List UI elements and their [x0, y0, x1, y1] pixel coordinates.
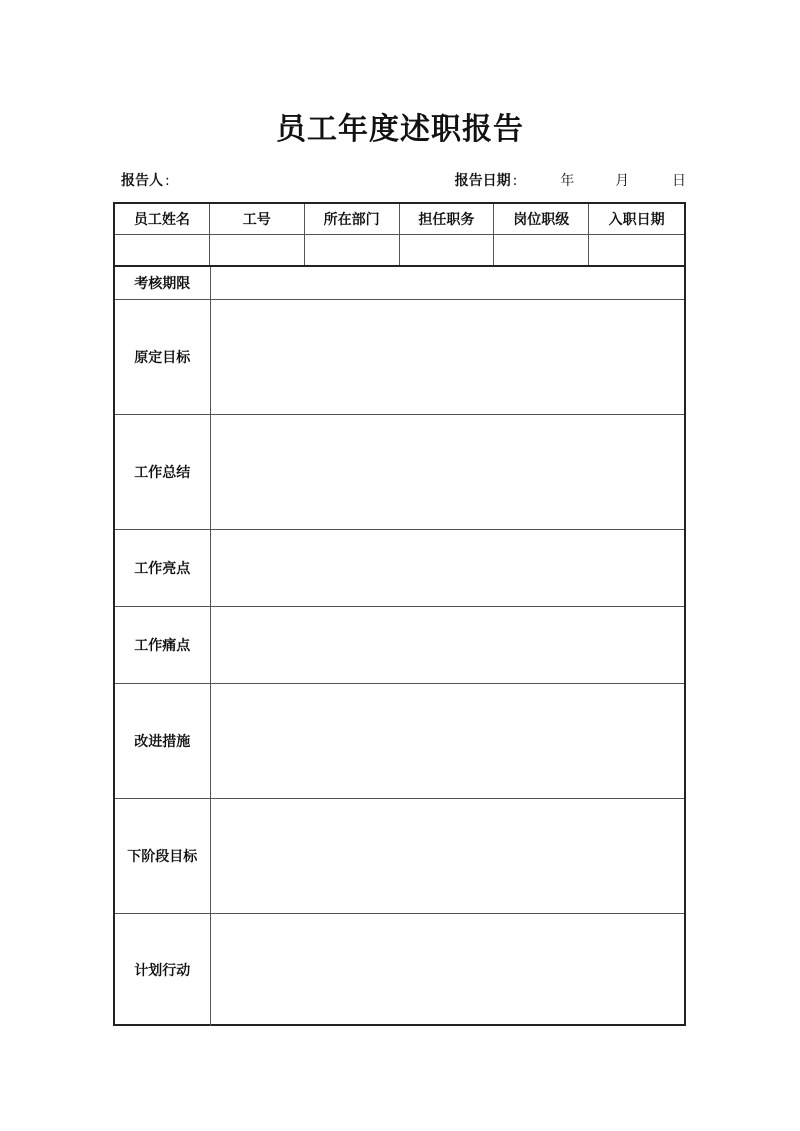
header-department: 所在部门	[305, 204, 400, 235]
report-date-field[interactable]	[455, 170, 686, 192]
section-content-assessment-period[interactable]	[210, 267, 684, 299]
reporter-field[interactable]	[121, 170, 170, 192]
section-row-work-highlights	[115, 529, 684, 606]
report-sections-table	[115, 267, 684, 1026]
date-day-unit: 日	[672, 173, 686, 189]
section-content-improvement-measures[interactable]	[210, 683, 684, 798]
section-label-work-pain-points: 工作痛点	[115, 606, 210, 683]
header-position: 担任职务	[400, 204, 495, 235]
report-date-label: 报告日期	[454, 173, 511, 189]
section-row-action-plan	[115, 913, 684, 1026]
section-label-assessment-period: 考核期限	[115, 267, 210, 299]
section-row-improvement-measures	[115, 683, 684, 798]
value-department[interactable]	[305, 235, 400, 265]
section-label-work-summary: 工作总结	[115, 414, 210, 529]
report-form	[113, 202, 686, 1026]
section-content-work-pain-points[interactable]	[210, 606, 684, 683]
section-label-improvement-measures: 改进措施	[115, 683, 210, 798]
section-row-assessment-period	[115, 267, 684, 299]
section-row-work-pain-points	[115, 606, 684, 683]
value-hire-date[interactable]	[589, 235, 684, 265]
value-position[interactable]	[400, 235, 495, 265]
header-employee-id: 工号	[210, 204, 305, 235]
header-employee-name: 员工姓名	[115, 204, 210, 235]
employee-info-grid	[115, 204, 684, 267]
report-meta-row	[121, 170, 686, 192]
reporter-colon: :	[165, 173, 170, 189]
section-content-work-summary[interactable]	[210, 414, 684, 529]
value-job-level[interactable]	[494, 235, 589, 265]
value-employee-name[interactable]	[115, 235, 210, 265]
section-content-original-goals[interactable]	[210, 299, 684, 414]
section-row-original-goals	[115, 299, 684, 414]
section-label-action-plan: 计划行动	[115, 913, 210, 1026]
section-content-action-plan[interactable]	[210, 913, 684, 1026]
section-row-next-stage-goals	[115, 798, 684, 913]
date-month-unit: 月	[615, 173, 630, 189]
section-content-next-stage-goals[interactable]	[210, 798, 684, 913]
header-job-level: 岗位职级	[494, 204, 589, 235]
section-label-next-stage-goals: 下阶段目标	[115, 798, 210, 913]
report-date-colon: :	[512, 173, 518, 189]
reporter-label: 报告人	[121, 173, 163, 189]
section-row-work-summary	[115, 414, 684, 529]
value-employee-id[interactable]	[210, 235, 305, 265]
header-hire-date: 入职日期	[589, 204, 684, 235]
section-label-original-goals: 原定目标	[115, 299, 210, 414]
date-year-unit: 年	[560, 173, 575, 189]
document-title: 员工年度述职报告	[276, 112, 524, 147]
section-content-work-highlights[interactable]	[210, 529, 684, 606]
section-label-work-highlights: 工作亮点	[115, 529, 210, 606]
